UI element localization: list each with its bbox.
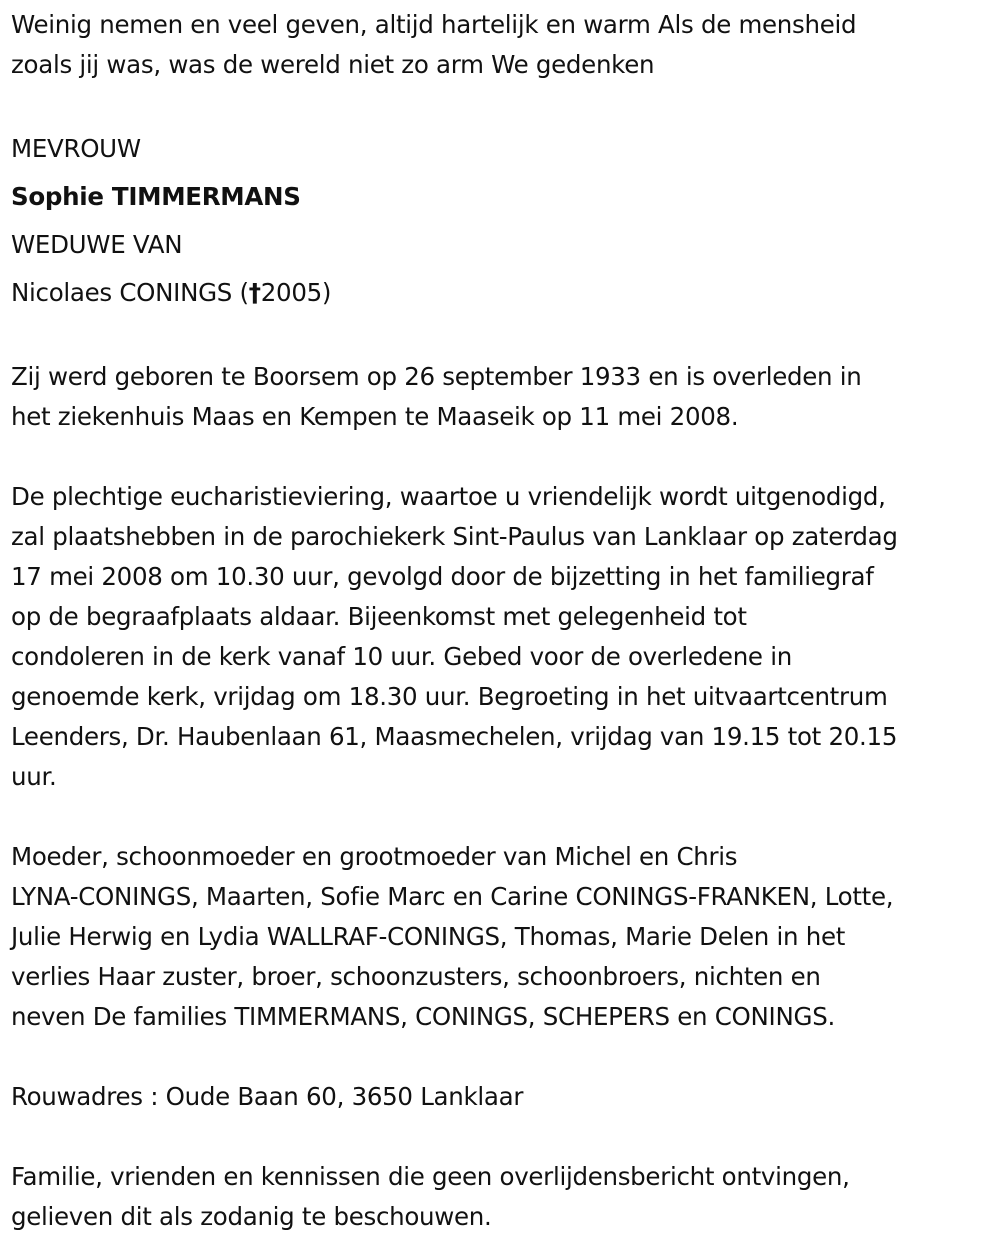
spouse-death-year: 2005) (260, 278, 332, 307)
family-line: Julie Herwig en Lydia WALLRAF-CONINGS, Thomas, Marie Delen in het (11, 922, 846, 951)
closing-line: Familie, vrienden en kennissen die geen overlijdensbericht ontvingen, (11, 1162, 850, 1191)
birth-death-line: Zij werd geboren te Boorsem op 26 september 1933 en is overleden in (11, 362, 862, 391)
relation-label: WEDUWE VAN (11, 230, 183, 259)
family-line: verlies Haar zuster, broer, schoonzusters, schoonbroers, nichten en (11, 962, 821, 991)
family-line: neven De families TIMMERMANS, CONINGS, SCHEPERS en CONINGS. (11, 1002, 835, 1031)
deceased-name: Sophie TIMMERMANS (11, 182, 301, 211)
ceremony-line: zal plaatshebben in de parochiekerk Sint-Paulus van Lanklaar op zaterdag (11, 522, 898, 551)
closing-paragraph (11, 1157, 1000, 1237)
family-line: LYNA-CONINGS, Maarten, Sofie Marc en Carine CONINGS-FRANKEN, Lotte, (11, 882, 894, 911)
ceremony-line: Leenders, Dr. Haubenlaan 61, Maasmechelen, vrijdag van 19.15 tot 20.15 (11, 722, 898, 751)
cross-icon: † (248, 278, 261, 307)
ceremony-line: De plechtige eucharistieviering, waartoe u vriendelijk wordt uitgenodigd, (11, 482, 886, 511)
birth-death-line: het ziekenhuis Maas en Kempen te Maaseik op 11 mei 2008. (11, 402, 739, 431)
spouse-name: Nicolaes CONINGS ( (11, 278, 249, 307)
ceremony-line: 17 mei 2008 om 10.30 uur, gevolgd door de bijzetting in het familiegraf (11, 562, 874, 591)
intro-line: zoals jij was, was de wereld niet zo arm We gedenken (11, 50, 655, 79)
intro-poem (11, 5, 1000, 85)
ceremony-line: condoleren in de kerk vanaf 10 uur. Gebed voor de overledene in (11, 642, 792, 671)
birth-death-paragraph (11, 357, 1000, 437)
family-line: Moeder, schoonmoeder en grootmoeder van Michel en Chris (11, 842, 738, 871)
ceremony-paragraph (11, 477, 1000, 797)
address-line: Rouwadres : Oude Baan 60, 3650 Lanklaar (11, 1082, 524, 1111)
mourning-address (11, 1077, 1000, 1117)
family-paragraph (11, 837, 1000, 1037)
deceased-header (11, 125, 1000, 317)
spouse-line (11, 269, 1000, 317)
ceremony-line: uur. (11, 762, 57, 791)
ceremony-line: genoemde kerk, vrijdag om 18.30 uur. Begroeting in het uitvaartcentrum (11, 682, 888, 711)
title-prefix: MEVROUW (11, 134, 141, 163)
closing-line: gelieven dit als zodanig te beschouwen. (11, 1202, 492, 1231)
ceremony-line: op de begraafplaats aldaar. Bijeenkomst met gelegenheid tot (11, 602, 747, 631)
intro-line: Weinig nemen en veel geven, altijd hartelijk en warm Als de mensheid (11, 10, 857, 39)
